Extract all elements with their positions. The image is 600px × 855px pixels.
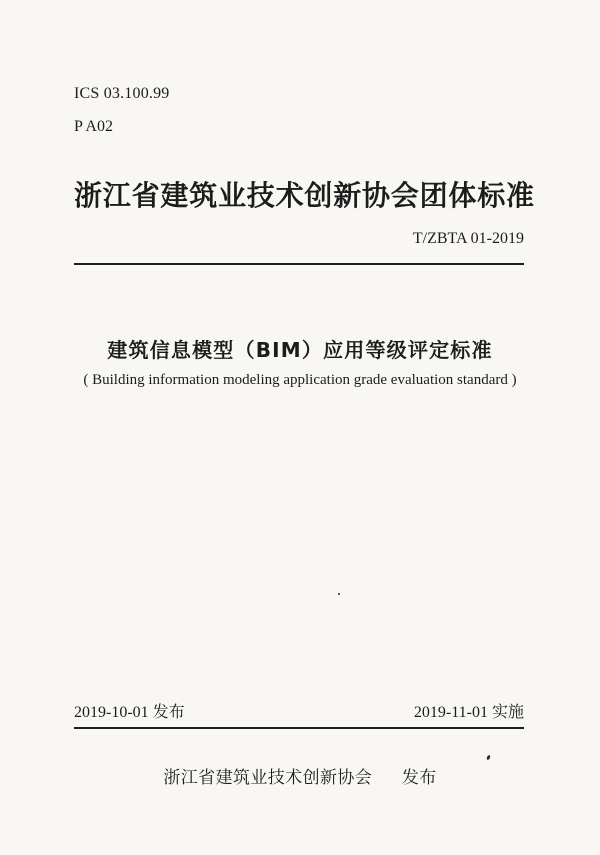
release-date: 2019-10-01 bbox=[74, 704, 149, 721]
release-label: 发布 bbox=[152, 704, 185, 721]
standard-title: 建筑信息模型（BIM）应用等级评定标准 bbox=[107, 338, 493, 362]
paper-speck bbox=[338, 593, 340, 595]
standard-english-title: ( Building information modeling application grade evaluation standard ) bbox=[83, 372, 517, 388]
bottom-divider bbox=[74, 727, 524, 729]
implementation-date: 2019-11-01 bbox=[413, 704, 488, 721]
paper-speck bbox=[486, 755, 491, 761]
publisher-name: 浙江省建筑业技术创新协会 bbox=[163, 768, 373, 788]
release-date-line bbox=[74, 699, 185, 722]
classification-code: P A02 bbox=[74, 118, 113, 135]
top-divider bbox=[74, 263, 524, 265]
implementation-label: 实施 bbox=[491, 704, 524, 721]
publisher-line bbox=[0, 763, 600, 788]
organization-standard-title: 浙江省建筑业技术创新协会团体标准 bbox=[74, 179, 535, 212]
ics-code: ICS 03.100.99 bbox=[74, 85, 170, 102]
implementation-date-line bbox=[414, 699, 524, 722]
standard-number: T/ZBTA 01-2019 bbox=[412, 230, 524, 247]
publisher-label: 发布 bbox=[401, 768, 437, 788]
